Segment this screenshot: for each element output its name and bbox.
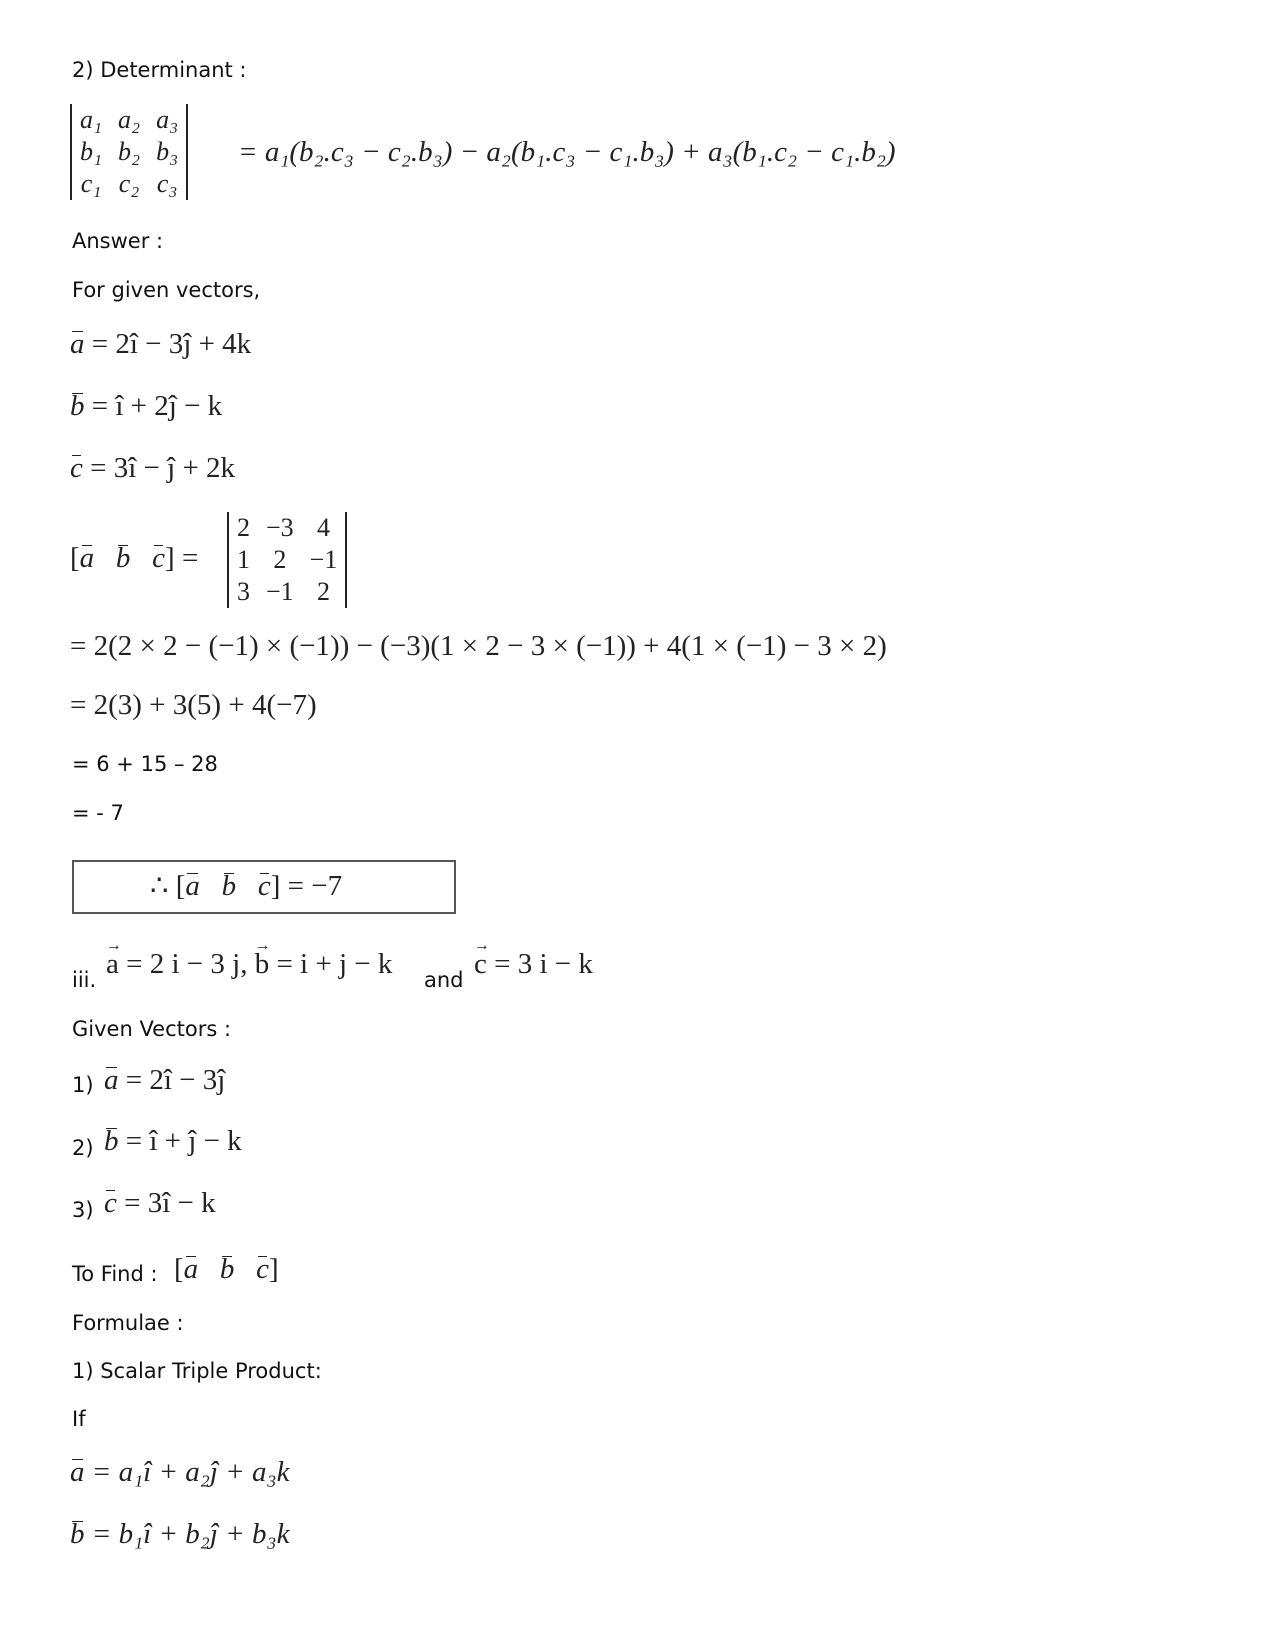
- m12: −3: [266, 513, 294, 542]
- to-find-label: To Find :: [72, 1262, 158, 1286]
- det-c2: c₂: [118, 169, 140, 198]
- determinant-expansion: = a₁(b₂.c₃ − c₂.b₃) − a₂(b₁.c₃ − c₁.b₃) + a₃(b₁.c₂ − c₁.b₂): [238, 136, 896, 168]
- det-b2: b₂: [118, 137, 141, 166]
- scalar-triple-heading: 1) Scalar Triple Product:: [72, 1359, 322, 1383]
- vector-a-general-value: = a₁î + a₂ĵ + a₃k: [91, 1456, 290, 1488]
- numeric-determinant: [227, 512, 347, 608]
- vector-b-definition: [70, 390, 222, 423]
- det-b3: b₃: [156, 137, 179, 166]
- calculation-line-1: = 2(2 × 2 − (−1) × (−1)) − (−3)(1 × 2 − 3 × (−1)) + 4(1 × (−1) − 3 × 2): [70, 630, 887, 662]
- given-1-vector: a = 2î − 3ĵ: [104, 1064, 226, 1096]
- m21: 1: [237, 545, 250, 574]
- given-3-vector: c = 3î − k: [104, 1187, 216, 1219]
- part-iii-question: [106, 948, 392, 981]
- a-arrow-symbol: → a: [106, 948, 119, 981]
- m31: 3: [237, 577, 250, 606]
- part-q-c: = 3 i − k: [494, 948, 593, 980]
- det-a1: a₁: [80, 105, 103, 134]
- symbolic-determinant: [70, 104, 188, 200]
- b-bar-symbol: b: [70, 390, 85, 422]
- for-given-text: For given vectors,: [72, 278, 261, 302]
- vector-b-general: b = b₁î + b₂ĵ + b₃k: [70, 1518, 290, 1550]
- calculation-line-4: = - 7: [72, 801, 124, 825]
- if-label: If: [72, 1407, 86, 1431]
- given-2-value: = î + ĵ − k: [125, 1125, 242, 1157]
- vector-c-value: = 3î − ĵ + 2k: [90, 452, 236, 484]
- to-find-expression: [a b c]: [174, 1253, 279, 1285]
- det-b1: b₁: [80, 137, 103, 166]
- and-text: and: [424, 968, 464, 992]
- part-q-b: = i + j − k: [276, 948, 393, 980]
- boxed-result: ∴ [a b c] = −7: [150, 870, 343, 902]
- formulae-heading: Formulae :: [72, 1311, 184, 1335]
- m13: 4: [317, 513, 330, 542]
- vector-a-general: a = a₁î + a₂ĵ + a₃k: [70, 1456, 290, 1488]
- part-iii-c: [474, 948, 593, 981]
- calculation-line-3: = 6 + 15 – 28: [72, 752, 218, 776]
- vector-a-definition: [70, 328, 251, 361]
- answer-label: Answer :: [72, 229, 164, 253]
- det-a2: a₂: [118, 105, 141, 134]
- det-a3: a₃: [156, 105, 179, 134]
- m32: −1: [266, 577, 294, 606]
- calculation-line-2: = 2(3) + 3(5) + 4(−7): [70, 689, 317, 721]
- vector-a-value: = 2î − 3ĵ + 4k: [91, 328, 252, 360]
- m11: 2: [237, 513, 250, 542]
- b-arrow-symbol: → b: [255, 948, 270, 981]
- a-bar-symbol: a: [70, 328, 85, 360]
- vector-c-definition: [70, 452, 235, 485]
- boxed-result-value: = −7: [287, 870, 343, 902]
- m22: 2: [273, 545, 287, 574]
- given-vectors-heading: Given Vectors :: [72, 1017, 232, 1041]
- given-1-number: 1): [72, 1073, 94, 1097]
- vector-b-general-value: = b₁î + b₂ĵ + b₃k: [91, 1518, 290, 1550]
- determinant-heading: 2) Determinant :: [72, 58, 247, 82]
- part-q-a: = 2 i − 3 j,: [126, 948, 248, 980]
- given-2-number: 2): [72, 1136, 94, 1160]
- m23: −1: [309, 545, 338, 574]
- det-c3: c₃: [156, 169, 178, 198]
- given-3-number: 3): [72, 1198, 94, 1222]
- part-iii-label: iii.: [72, 968, 97, 992]
- vector-b-value: = î + 2ĵ − k: [91, 390, 223, 422]
- m33: 2: [317, 577, 330, 606]
- box-product-notation: [a b c] =: [70, 542, 199, 574]
- det-c1: c₁: [80, 169, 102, 198]
- c-bar-symbol: c: [70, 452, 83, 484]
- given-3-value: = 3î − k: [124, 1187, 216, 1219]
- c-arrow-symbol: → c: [474, 948, 487, 981]
- given-1-value: = 2î − 3ĵ: [125, 1064, 226, 1096]
- given-2-vector: b = î + ĵ − k: [104, 1125, 242, 1157]
